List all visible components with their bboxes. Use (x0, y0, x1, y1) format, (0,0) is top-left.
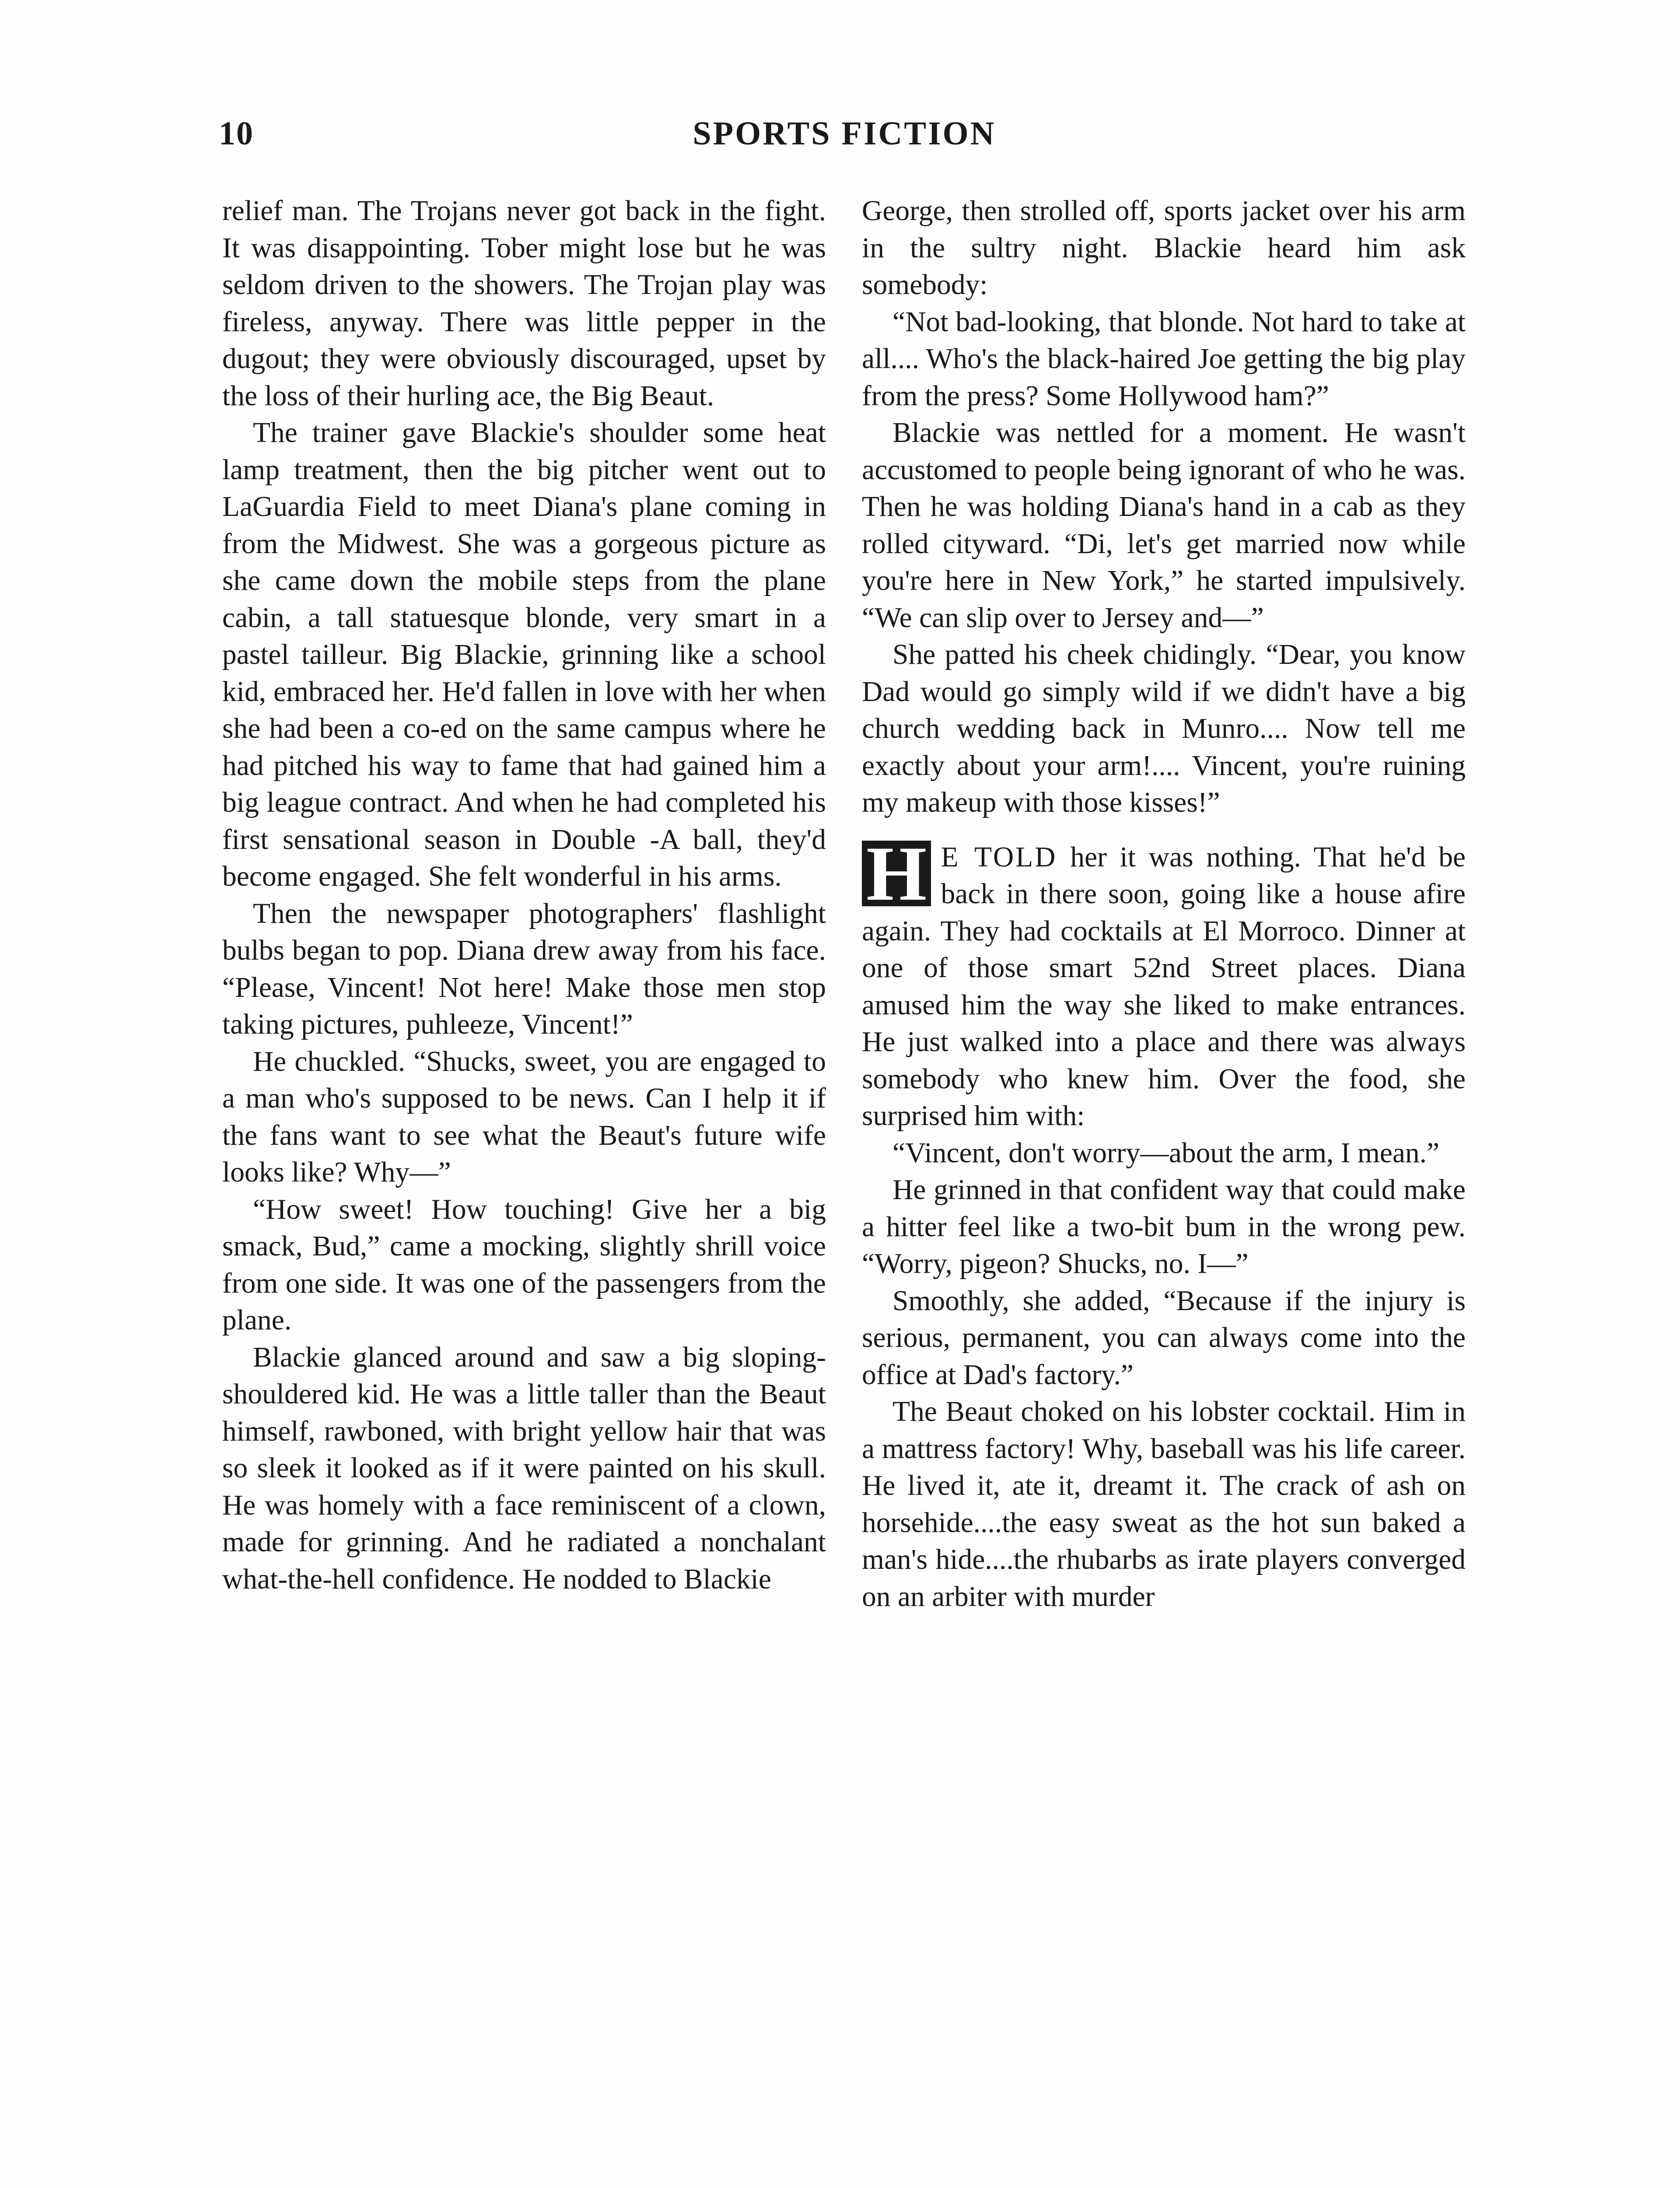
paragraph: Blackie was nettled for a moment. He wasn't accustomed to people being ignorant of who he was. Then he was holding Diana's hand in a cab as they rolled cityward. “Di, let's get married now while you're here in New York,” he started impulsively. “We can slip over to Jersey and—” (862, 417, 1466, 634)
paragraph: The trainer gave Blackie's shoulder some heat lamp treatment, then the big pitcher went out to LaGuardia Field to meet Diana's plane coming in from the Midwest. She was a gorgeous picture as she came down the mobile steps from the plane cabin, a tall statuesque blonde, very smart in a pastel tailleur. Big Blackie, grinning like a school kid, embraced her. He'd fallen in love with her when she had been a co-ed on the same campus where he had pitched his way to fame that had gained him a big league contract. And when he had completed his first sensational season in Double -A ball, they'd become engaged. She felt wonderful in his arms. (222, 417, 826, 892)
page-header (219, 115, 1470, 158)
paragraph: “Vincent, don't worry—about the arm, I mean.” (892, 1137, 1440, 1169)
paragraph: “Not bad-looking, that blonde. Not hard to take at all.... Who's the black-haired Joe getting the big play from the press? Some Hollywood ham?” (862, 306, 1466, 412)
left-column (222, 193, 826, 1598)
right-column (862, 193, 1466, 1615)
paragraph: George, then strolled off, sports jacket over his arm in the sultry night. Blackie heard him ask somebody: (862, 195, 1466, 301)
paragraph: He grinned in that confident way that could make a hitter feel like a two-bit bum in the wrong pew. “Worry, pigeon? Shucks, no. I—” (862, 1174, 1466, 1280)
paragraph: He chuckled. “Shucks, sweet, you are engaged to a man who's supposed to be news. Can I help it if the fans want to see what the Beaut's future wife looks like? Why—” (222, 1045, 826, 1188)
paragraph: Blackie glanced around and saw a big sloping-shouldered kid. He was a little taller than the Beaut himself, rawboned, with bright yellow hair that was so sleek it looked as if it were painted on his skull. He was homely with a face reminiscent of a clown, made for grinning. And he radiated a nonchalant what-the-hell confidence. He nodded to Blackie (222, 1341, 826, 1595)
paragraph: Smoothly, she added, “Because if the injury is serious, permanent, you can always come into the office at Dad's factory.” (862, 1285, 1466, 1391)
lead-in-caps: E TOLD (941, 841, 1057, 873)
paragraph: The Beaut choked on his lobster cocktail. Him in a mattress factory! Why, baseball was his life career. He lived it, ate it, dreamt it. The crack of ash on horsehide....the easy sweat as the hot sun baked a man's hide....the rhubarbs as irate players converged on an arbiter with murder (862, 1396, 1466, 1613)
drop-cap: H (862, 841, 931, 906)
paragraph: She patted his cheek chidingly. “Dear, you know Dad would go simply wild if we didn't have a big church wedding back in Munro.... Now tell me exactly about your arm!.... Vincent, you're ruining my makeup with those kisses!” (862, 639, 1466, 818)
section-opening-paragraph (862, 830, 1466, 1135)
running-title: SPORTS FICTION (693, 115, 996, 152)
paragraph: “How sweet! How touching! Give her a big smack, Bud,” came a mocking, slightly shrill voice from one side. It was one of the passengers from the plane. (222, 1193, 826, 1336)
paragraph-text: her it was nothing. That he'd be back in there soon, going like a house afire again. They had cocktails at El Morroco. Dinner at one of those smart 52nd Street places. Diana amused him the way she liked to make entrances. He just walked into a place and there was always somebody who knew him. Over the food, she surprised him with: (862, 841, 1466, 1132)
paragraph: Then the newspaper photographers' flashlight bulbs began to pop. Diana drew away from his face. “Please, Vincent! Not here! Make those men stop taking pictures, puhleeze, Vincent!” (222, 898, 826, 1040)
page-number: 10 (219, 115, 254, 152)
paragraph: relief man. The Trojans never got back in the fight. It was disappointing. Tober might lose but he was seldom driven to the showers. The Trojan play was fireless, anyway. There was little pepper in the dugout; they were obviously discouraged, upset by the loss of their hurling ace, the Big Beaut. (222, 195, 826, 412)
